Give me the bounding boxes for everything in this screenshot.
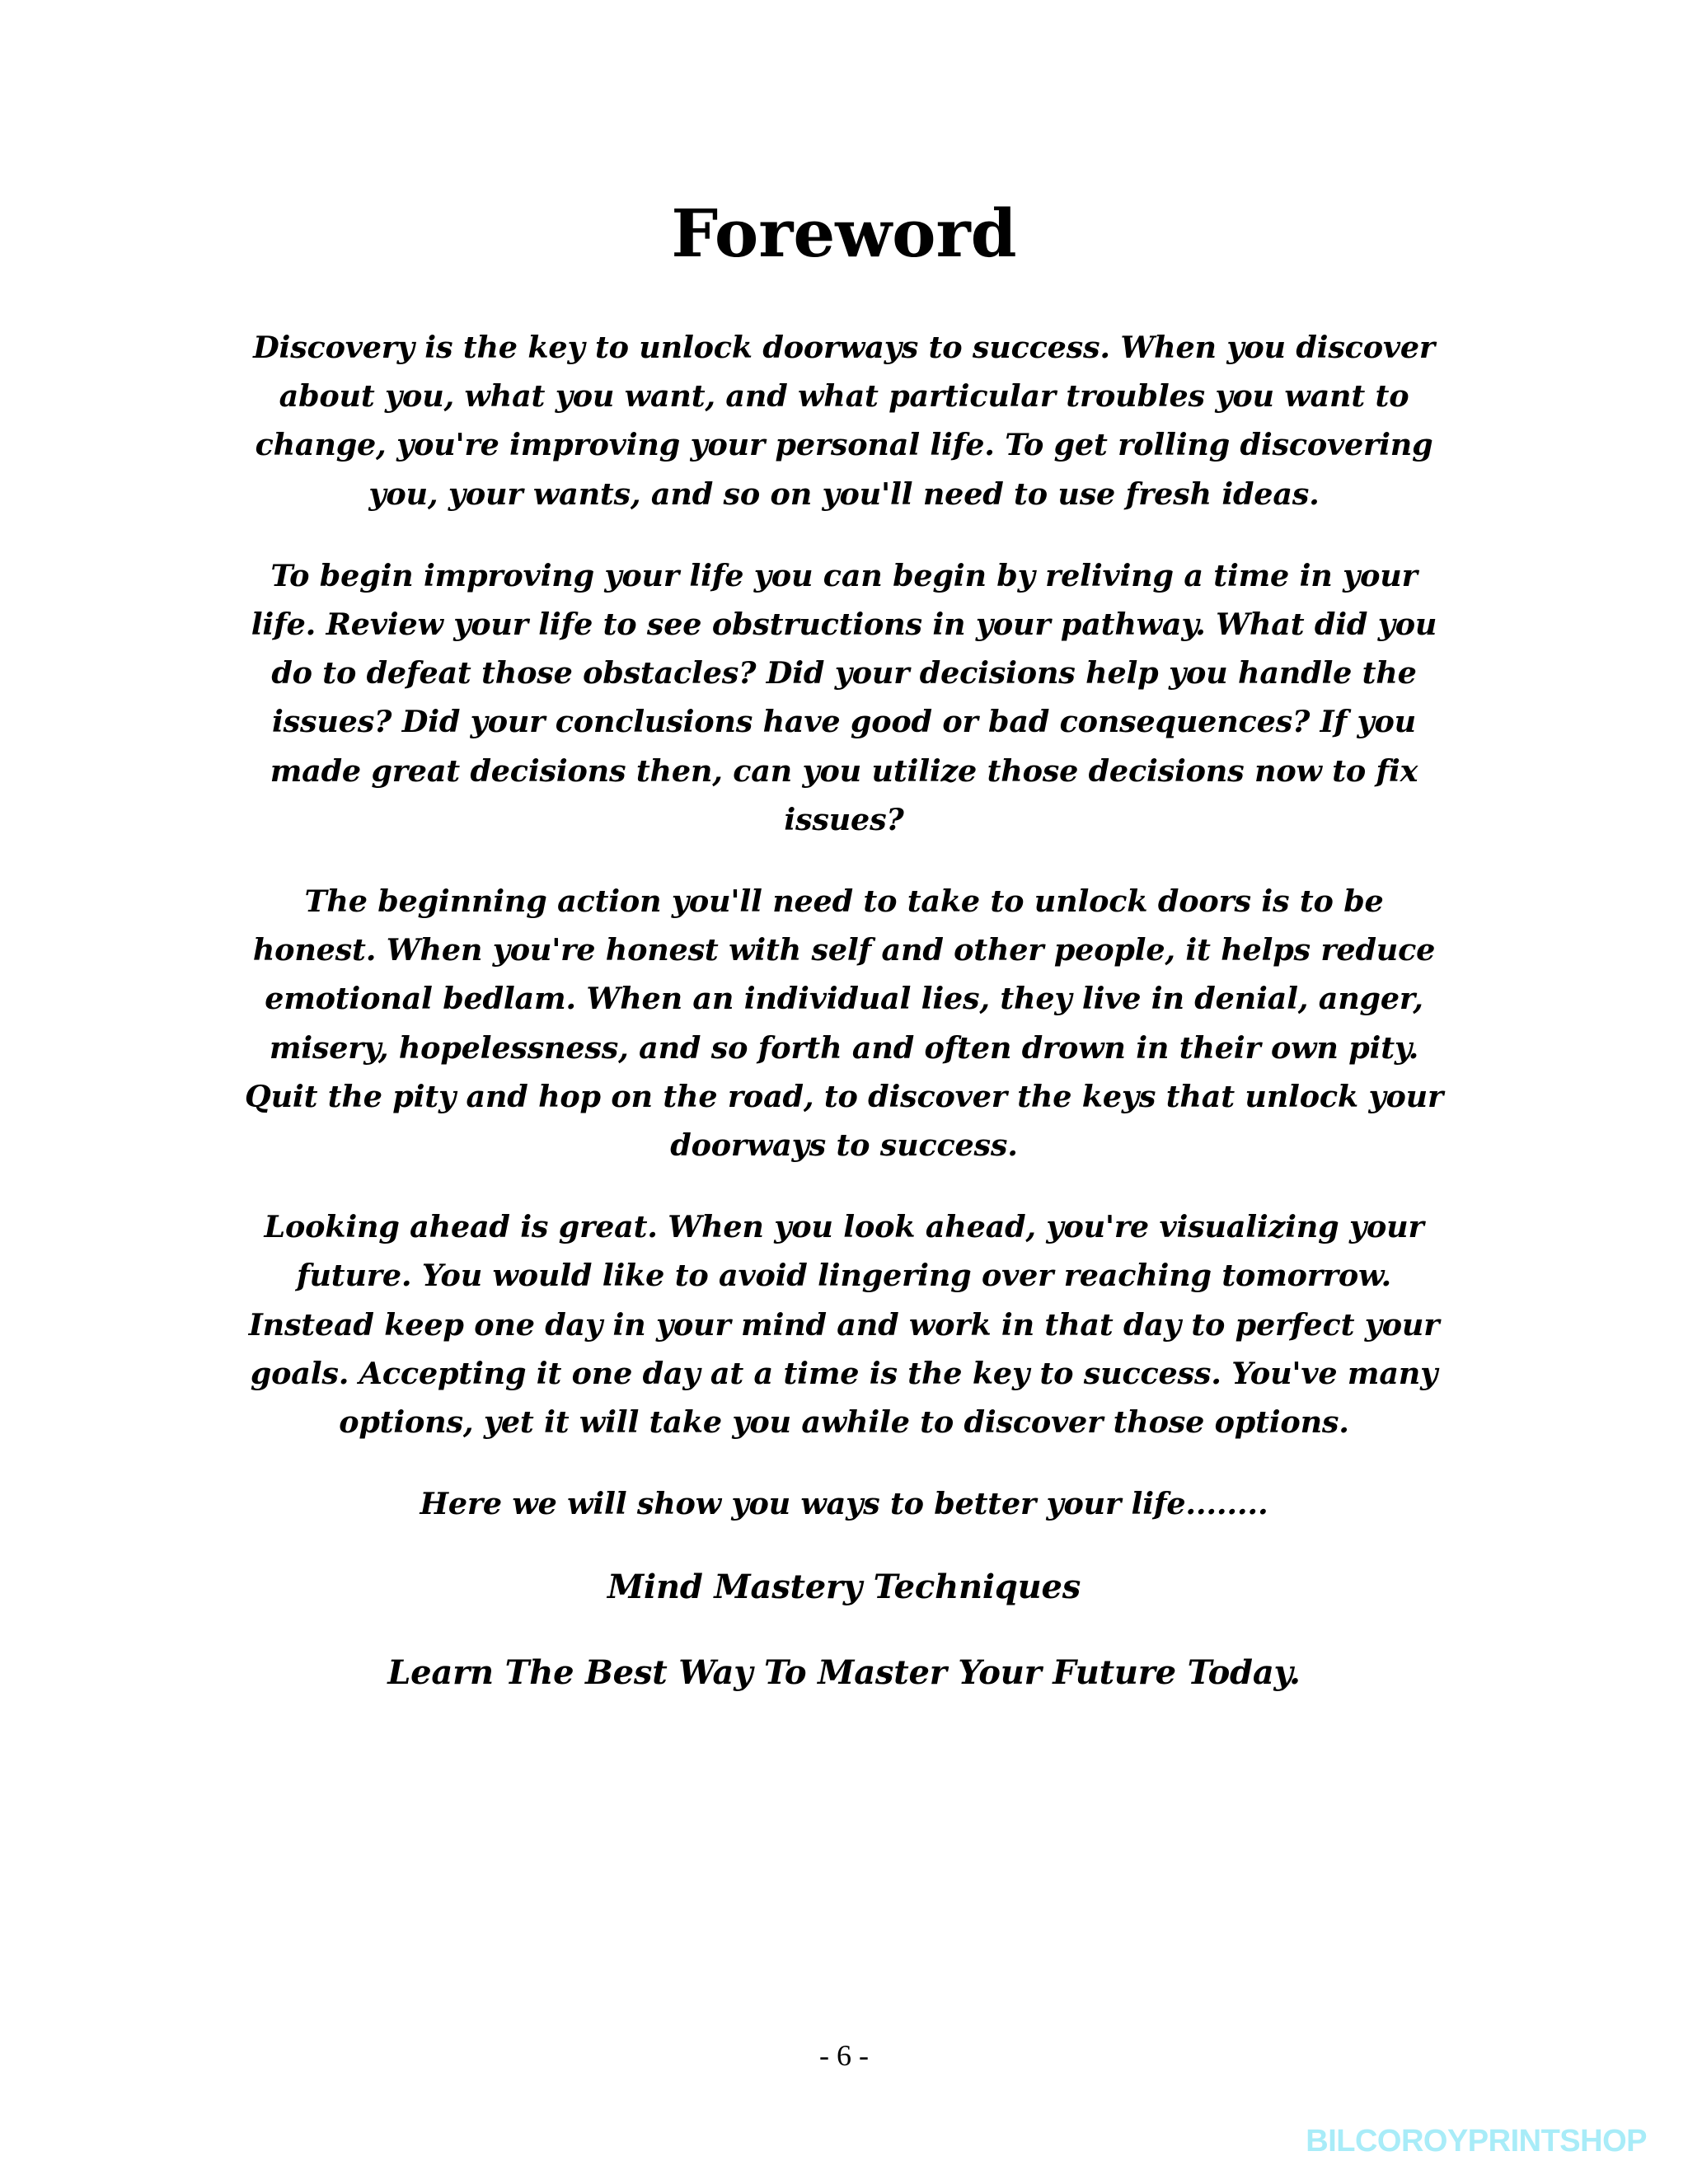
paragraph-discovery: Discovery is the key to unlock doorways to success. When you discover about you, what you want, and what particular troubles you want to change, you're improving your personal life. To get rolling discovering you, your wants, and so on you'll need to use fresh ideas. (253, 330, 1435, 512)
page-title: Foreword (671, 194, 1017, 272)
foreword-body (239, 323, 1449, 1699)
paragraph-improving-life: To begin improving your life you can begin by reliving a time in your life. Review your life to see obstructions in your pathway. What did you do to defeat those obstacles? Did your decisions help you handle the issues? Did your conclusions have good or bad consequences? If you made great decisions then, can you utilize those decisions now to fix issues? (251, 557, 1437, 837)
closing-line: Here we will show you ways to better your life........ (420, 1486, 1268, 1522)
tagline: Mind Mastery Techniques (607, 1568, 1081, 1607)
paragraph-honesty: The beginning action you'll need to take to unlock doors is to be honest. When you're honest with self and other people, it helps reduce emotional bedlam. When an individual lies, they live in denial, anger, misery, hopelessness, and so forth and often drown in their own pity. Quit the pity and hop on the road, to discover the keys that unlock your doorways to success. (245, 883, 1443, 1164)
headline: Learn The Best Way To Master Your Future Today. (387, 1653, 1301, 1693)
watermark: BILCOROYPRINTSHOP (1306, 2124, 1647, 2158)
paragraph-looking-ahead: Looking ahead is great. When you look ahead, you're visualizing your future. You would like to avoid lingering over reaching tomorrow. Instead keep one day in your mind and work in that day to perfect your goals. Accepting it one day at a time is the key to success. You've many options, yet it will take you awhile to discover those options. (248, 1209, 1440, 1441)
page-number: - 6 - (819, 2039, 869, 2072)
